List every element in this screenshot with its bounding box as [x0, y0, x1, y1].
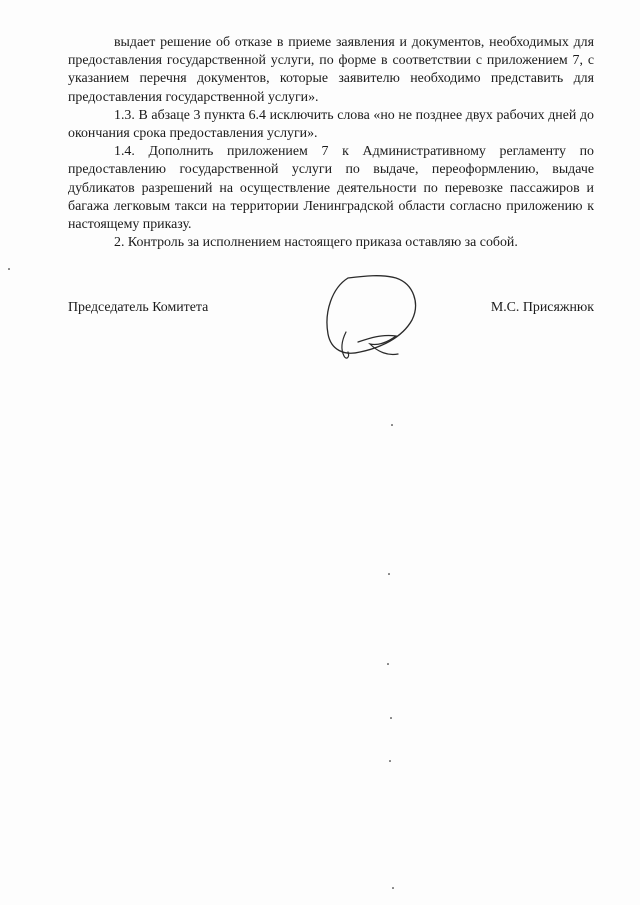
- scan-speck: [391, 424, 393, 426]
- scan-speck: [387, 663, 389, 665]
- scan-speck: [390, 717, 392, 719]
- signatory-position: Председатель Комитета: [68, 300, 209, 315]
- paragraph-1-3: 1.3. В абзаце 3 пункта 6.4 исключить слова «но не позднее двух рабочих дней до окончания срока предоставления услуги».: [68, 107, 594, 142]
- scan-speck: [388, 573, 390, 575]
- document-body: [68, 34, 594, 252]
- signatory-name: М.С. Присяжнюк: [490, 300, 594, 315]
- paragraph-2: 2. Контроль за исполнением настоящего приказа оставляю за собой.: [114, 235, 518, 251]
- scan-speck: [389, 760, 391, 762]
- handwritten-signature: [318, 272, 422, 364]
- scan-speck: [8, 268, 10, 270]
- paragraph-refusal-continuation: выдает решение об отказе в приеме заявления и документов, необходимых для предоставления государственной услуги, по форме в соответствии с приложением 7, с указанием перечня документов, которые заявителю необходимо представить для предоставления государственной услуги».: [68, 35, 594, 105]
- paragraph-1-4: 1.4. Дополнить приложением 7 к Административному регламенту по предоставлению государственной услуги по выдаче, переоформлению, выдаче дубликатов разрешений на осуществление деятельности по перевозке пассажиров и багажа легковым такси на территории Ленинградской области согласно приложению к настоящему приказу.: [68, 144, 594, 233]
- scan-speck: [392, 887, 394, 889]
